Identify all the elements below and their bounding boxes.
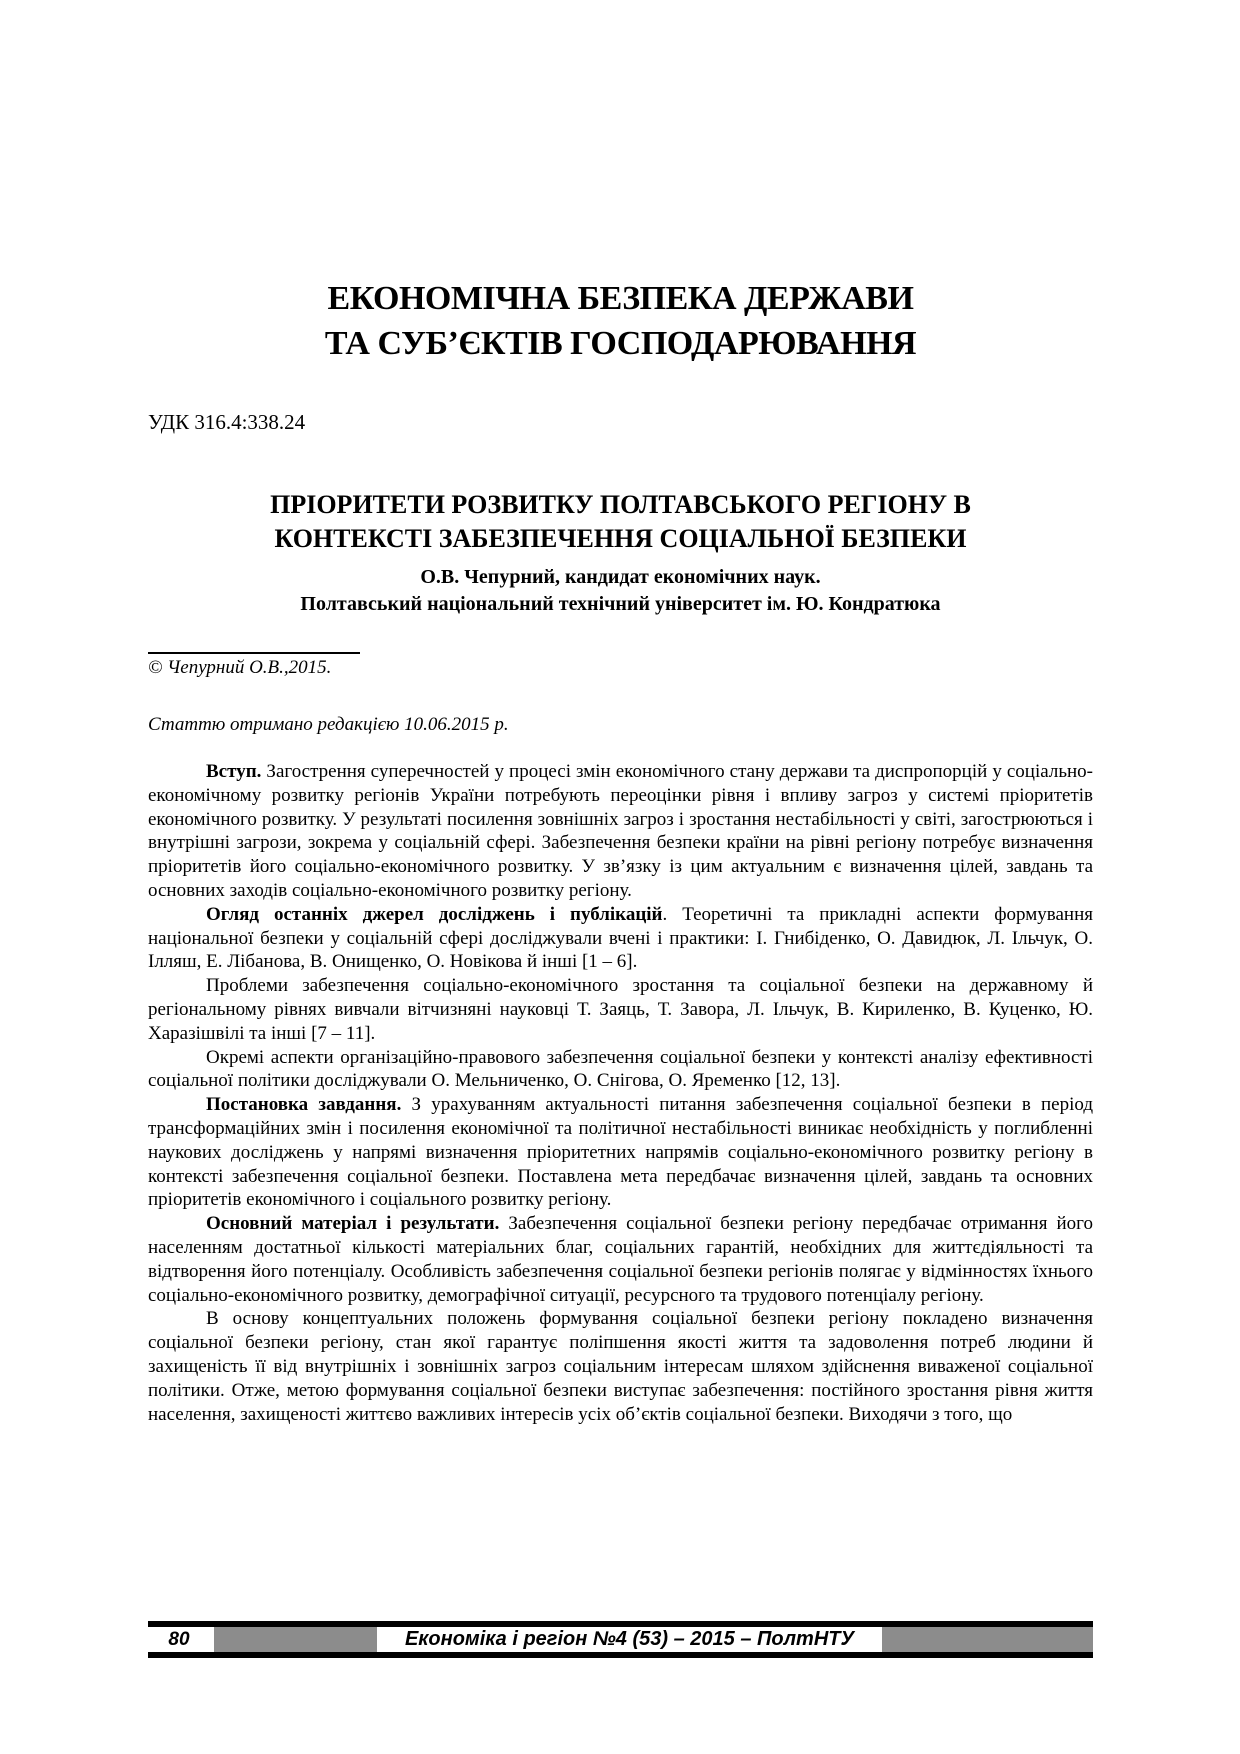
journal-section-heading-line1: ЕКОНОМІЧНА БЕЗПЕКА ДЕРЖАВИ [327,280,914,317]
paragraph-text: З урахуванням актуальності питання забезпечення соціальної безпеки в період трансформаційних змін і посилення економічної та політичної нестабільності виникає необхідність у поглибленні наукових досліджень у напрямі визначення пріоритетних напрямів соціально-економічного розвитку регіону в контексті забезпечення соціальної безпеки. Поставлена мета передбачає визначення цілей, завдань та основних пріоритетів економічного і соціального розвитку регіону. [148,1094,1093,1211]
udc-code: УДК 316.4:338.24 [148,410,306,434]
article-title-line2: КОНТЕКСТІ ЗАБЕЗПЕЧЕННЯ СОЦІАЛЬНОЇ БЕЗПЕКИ [274,524,967,553]
paragraph-lead: Огляд останніх джерел досліджень і публікацій [206,903,663,925]
paragraph-main-results [148,1212,1093,1307]
article-byline [148,564,1093,618]
received-date-note: Статтю отримано редакцією 10.06.2015 р. [148,714,509,735]
paragraph-lead: Основний матеріал і результати. [206,1213,500,1235]
paragraph-intro [148,760,1093,903]
paragraph-lead: Вступ. [206,761,262,782]
paragraph [148,1046,1093,1094]
copyright-text: © Чепурний О.В.,2015. [148,657,332,678]
page-footer [148,1621,1093,1658]
paragraph-text: Забезпечення соціальної безпеки регіону передбачає отримання його населенням достатньої кількості матеріальних благ, соціальних гарантій, необхідних для життєдіяльності та відтворення його потенціалу. Особливість забезпечення соціальної безпеки регіонів полягає у відмінностях їхнього соціально-економічного розвитку, демографічної ситуації, ресурсного та трудового потенціалу регіону. [148,1213,1093,1306]
article-title [148,488,1093,556]
journal-section-heading-line2: ТА СУБ’ЄКТІВ ГОСПОДАРЮВАННЯ [324,325,917,362]
article-author: О.В. Чепурний, кандидат економічних наук. [420,566,821,588]
paragraph [148,974,1093,1045]
paragraph [148,1307,1093,1426]
journal-section-heading [148,276,1093,366]
footer-journal-info: Економіка і регіон №4 (53) – 2015 – ПолтНТУ [381,1627,878,1652]
footer-spacer-left [214,1627,377,1652]
paragraph-lead: Постановка завдання. [206,1094,402,1116]
paragraph-text: Проблеми забезпечення соціально-економічного зростання та соціальної безпеки на державному й регіональному рівнях вивчали вітчизняні науковці Т. Заяць, Т. Завора, Л. Ільчук, В. Кириленко, В. Куценко, Ю. Харазішвілі та інші [7 – 11]. [148,975,1093,1044]
footnote-rule [148,652,360,654]
paragraph-text: . Теоретичні та прикладні аспекти формування національної безпеки у соціальній сфері досліджували вчені і практики: І. Гнибіденко, О. Давидюк, Л. Ільчук, О. Ілляш, Е. Лібанова, В. Онищенко, О. Новікова й інші [1 – 6]. [148,903,1094,973]
page-number: 80 [148,1627,210,1652]
paragraph-text: Окремі аспекти організаційно-правового забезпечення соціальної безпеки у контексті аналізу ефективності соціальної політики досліджували О. Мельниченко, О. Снігова, О. Яременко [12, 13]. [148,1046,1093,1092]
paragraph-text: Загострення суперечностей у процесі змін економічного стану держави та диспропорцій у соціально-економічному розвитку регіонів України потребують переоцінки рівня і впливу загроз у системі пріоритетів економічного розвитку. У результаті посилення зовнішніх загроз і зростання нестабільності у світі, загострюються і внутрішні загрози, зокрема у соціальній сфері. Забезпечення безпеки країни на рівні регіону потребує визначення пріоритетів його соціально-економічного розвитку. У зв’язку із цим актуальним є визначення цілей, завдань та основних заходів соціально-економічного розвитку регіону. [148,761,1093,901]
paragraph-task [148,1093,1093,1212]
footer-spacer-right [882,1627,1093,1652]
copyright-footnote [148,652,1093,680]
paragraph-review [148,903,1093,974]
article-body [148,760,1093,1426]
paragraph-text: В основу концептуальних положень формування соціальної безпеки регіону покладено визначення соціальної безпеки регіону, стан якої гарантує поліпшення якості життя та задоволення потреб людини й захищеність її від внутрішніх і зовнішніх загроз соціальним інтересам шляхом здійснення виваженої соціальної політики. Отже, метою формування соціальної безпеки виступає забезпечення: постійного зростання рівня життя населення, захищеності життєво важливих інтересів усіх об’єктів соціальної безпеки. Виходячи з того, що [148,1308,1093,1425]
article-title-line1: ПРІОРИТЕТИ РОЗВИТКУ ПОЛТАВСЬКОГО РЕГІОНУ В [270,490,971,519]
article-affiliation: Полтавський національний технічний університет ім. Ю. Кондратюка [300,593,941,615]
